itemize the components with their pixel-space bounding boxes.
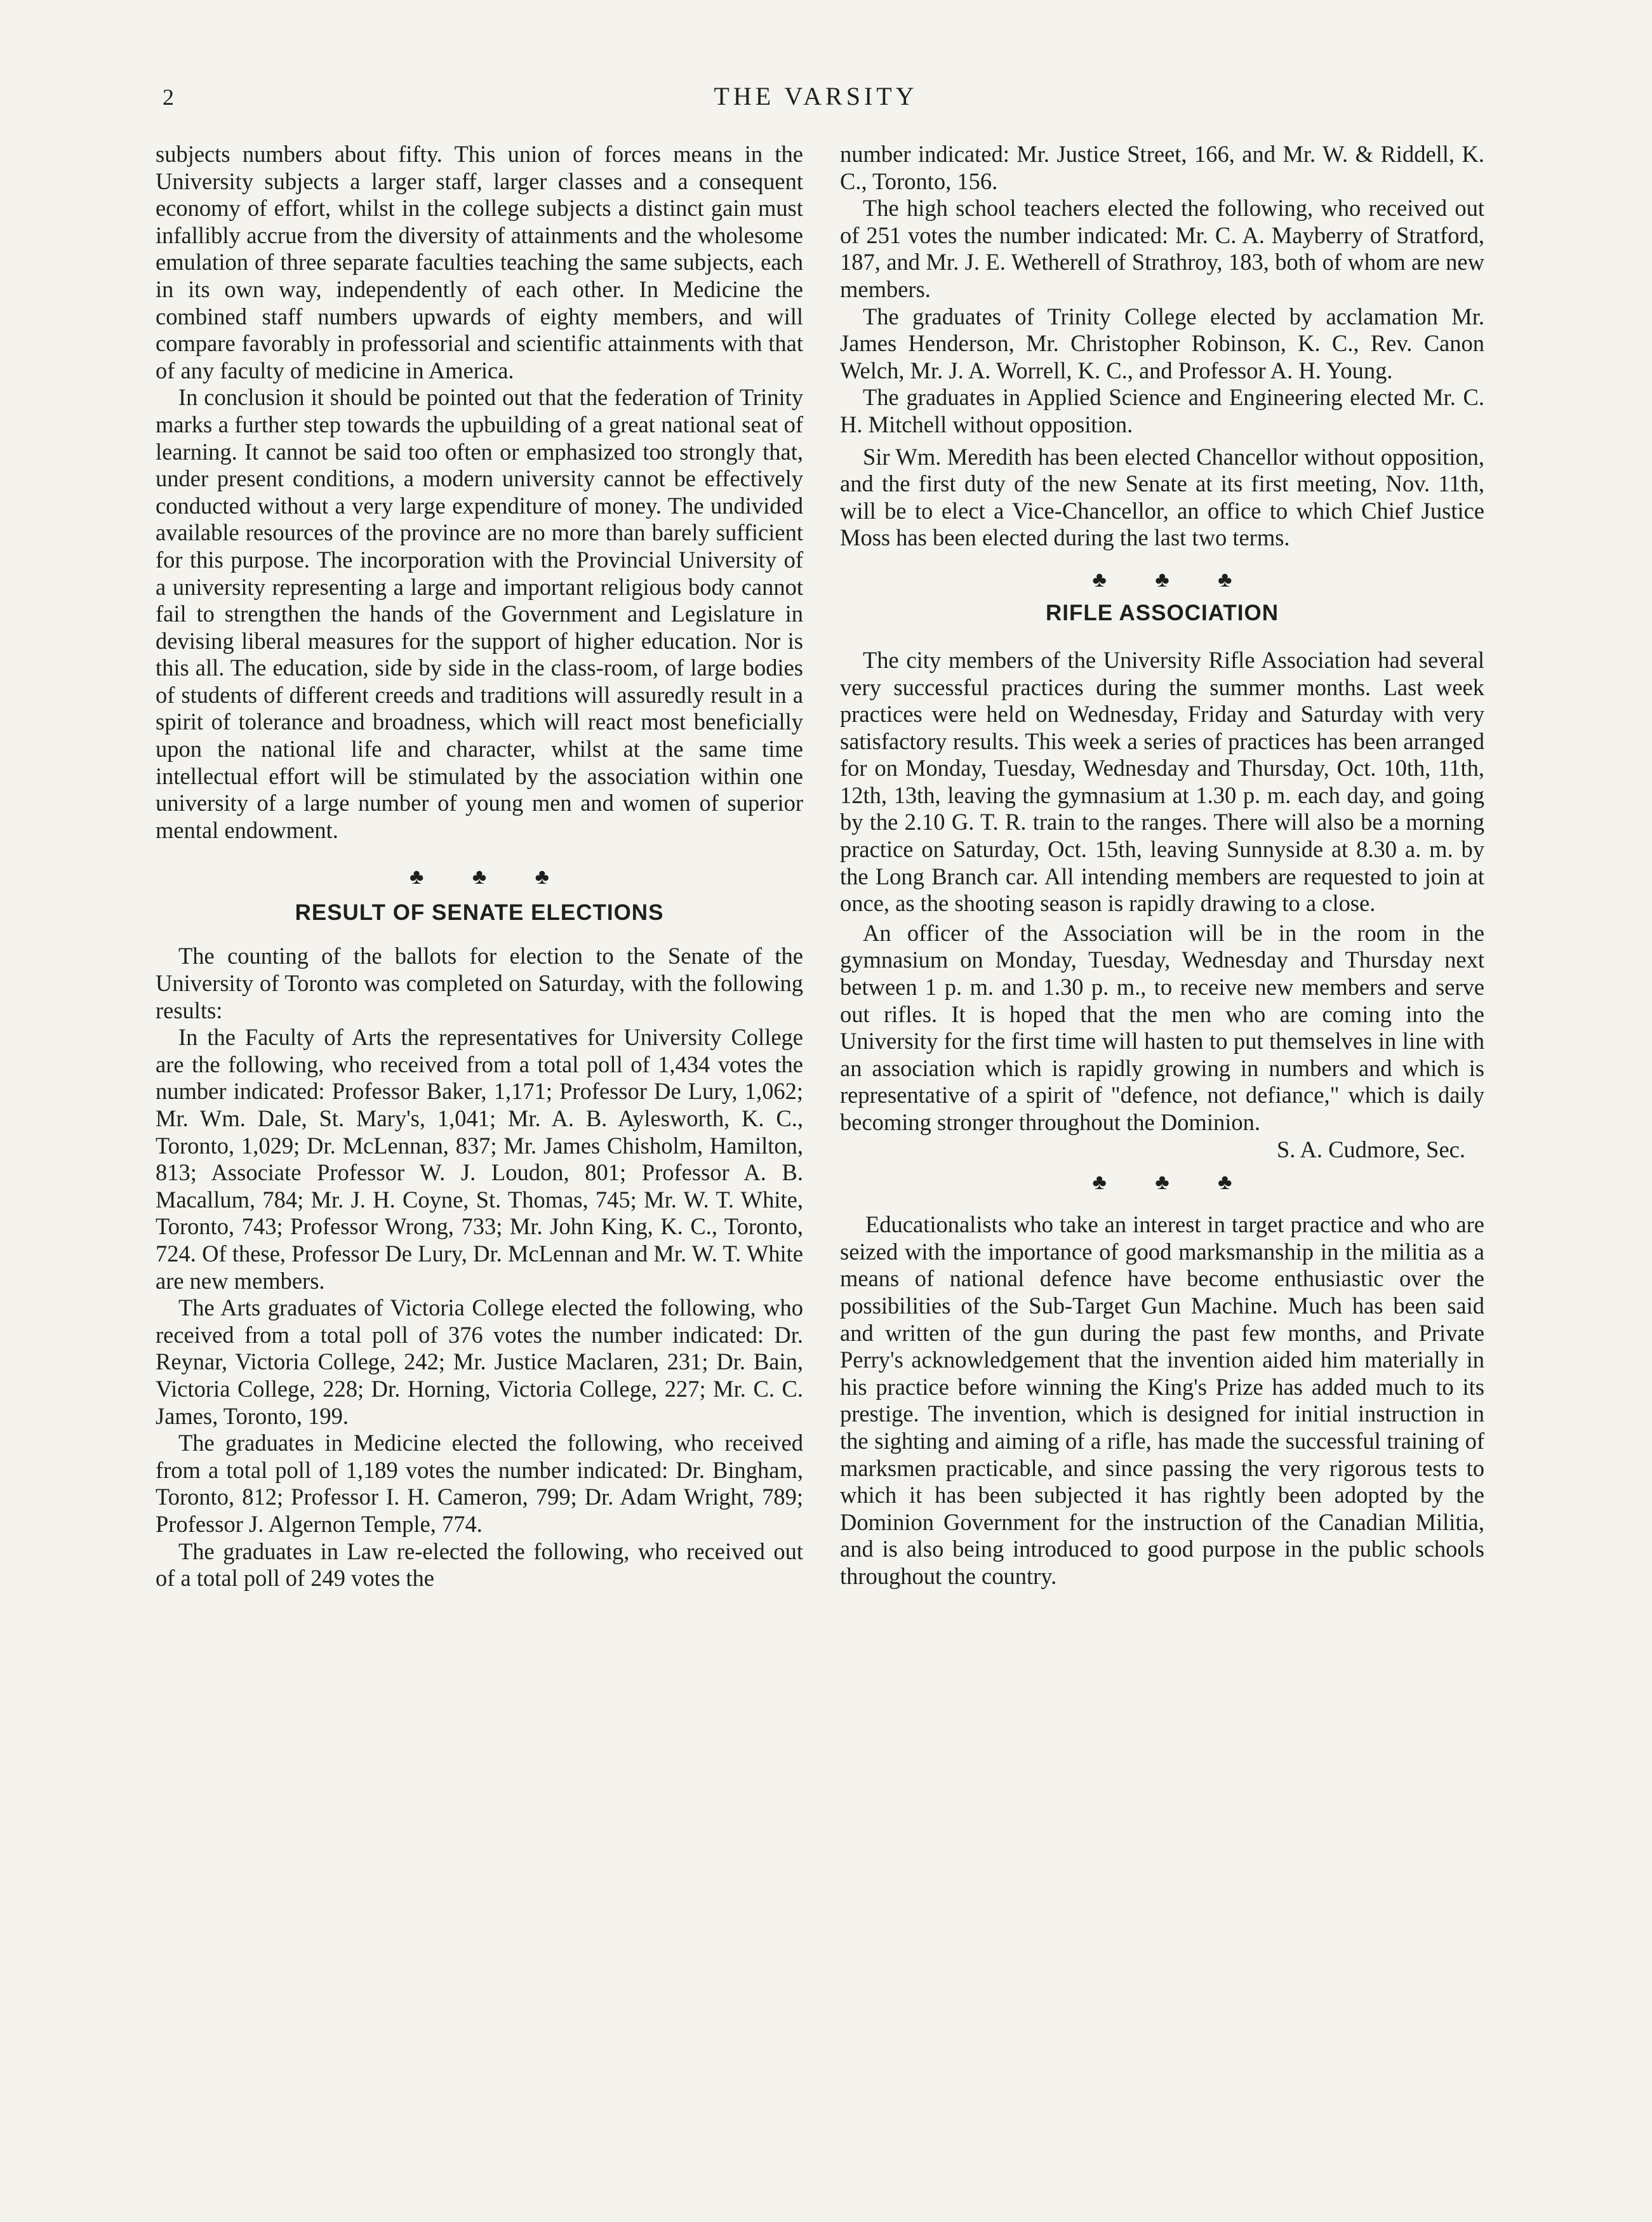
paragraph: The high school teachers elected the following, who received out of 251 votes the number indicated: Mr. C. A. Mayberry of Stratford, 187, and Mr. J. E. Wetherell of Strathroy, 183, both of whom are new members. — [840, 195, 1484, 302]
paragraph: An officer of the Association will be in the room in the gymnasium on Monday, Tuesday, Wednesday and Thursday next between 1 p. m. and 1.30 p. m., to receive new members and serve out rifles. It is hoped that the men who are coming into the University for the first time will hasten to put themselves in line with an association which is rapidly growing in numbers and which is representative of a spirit of "defence, not defiance," which is daily becoming stronger throughout the Dominion. — [840, 919, 1484, 1135]
paragraph: Educationalists who take an interest in target practice and who are seized with the importance of good marksmanship in the militia as a means of national defence have become enthusiastic over the possibilities of the Sub-Target Gun Machine. Much has been said and written of the gun during the past few months, and Private Perry's acknowledgement that the invention aided him materially in his practice before winning the King's Prize has added much to its prestige. The invention, which is designed for initial instruction in the sighting and aiming of a rifle, has made the successful training of marksmen practicable, and since passing the very rigorous tests to which it has been subjected it has rightly been adopted by the Dominion Government for the instruction of the Canadian Militia, and is also being introduced to good purpose in the public schools throughout the country. — [840, 1211, 1484, 1589]
paragraph: The graduates in Applied Science and Engineering elected Mr. C. H. Mitchell without opposition. — [840, 384, 1484, 437]
paragraph: subjects numbers about fifty. This union of forces means in the University subjects a larger staff, larger classes and a consequent economy of effort, whilst in the college subjects a distinct gain must infallibly accrue from the diversity of attainments and the wholesome emulation of three separate faculties teaching the same subjects, each in its own way, independently of each other. In Medicine the combined staff numbers upwards of eighty members, and will compare favorably in professorial and scientific attainments with that of any faculty of medicine in America. — [156, 141, 803, 383]
paragraph: The graduates in Law re-elected the following, who received out of a total poll of 249 votes the — [156, 1538, 803, 1592]
paragraph: number indicated: Mr. Justice Street, 166, and Mr. W. & Riddell, K. C., Toronto, 156. — [840, 141, 1484, 194]
paragraph: The city members of the University Rifle Association had several very successful practices during the summer months. Last week practices were held on Wednesday, Friday and Saturday with very satisfactory results. This week a series of practices has been arranged for on Monday, Tuesday, Wednesday and Thursday, Oct. 10th, 11th, 12th, 13th, leaving the gymnasium at 1.30 p. m. each day, and going by the 2.10 G. T. R. train to the ranges. There will also be a morning practice on Saturday, Oct. 15th, leaving Sunnyside at 8.30 a. m. by the Long Branch car. All intending members are requested to join at once, as the shooting season is rapidly drawing to a close. — [840, 646, 1484, 917]
paragraph: The counting of the ballots for election to the Senate of the University of Toronto was completed on Saturday, with the following results: — [156, 943, 803, 1023]
paragraph: In conclusion it should be pointed out that the federation of Trinity marks a further step towards the upbuilding of a great national seat of learning. It cannot be said too often or emphasized too strongly that, under present conditions, a modern university cannot be effectively conducted without a very large expenditure of money. The undivided available resources of the province are no more than barely sufficient for this purpose. The incorporation with the Provincial University of a university representing a large and important religious body cannot fail to strengthen the hands of the Government and Legislature in devising liberal measures for the support of higher education. Nor is this all. The education, side by side in the class-room, of large bodies of students of different creeds and traditions will assuredly result in a spirit of tolerance and broadness, which will react most beneficially upon the national life and character, whilst at the same time intellectual effort will be stimulated by the association within one university of a large number of young men and women of superior mental endowment. — [156, 384, 803, 843]
signature: S. A. Cudmore, Sec. — [1276, 1136, 1465, 1162]
paragraph: In the Faculty of Arts the representatives for University College are the following, who received from a total poll of 1,434 votes the number indicated: Professor Baker, 1,171; Professor De Lury, 1,062; Mr. Wm. Dale, St. Mary's, 1,041; Mr. A. B. Aylesworth, K. C., Toronto, 1,029; Dr. McLennan, 837; Mr. James Chisholm, Hamilton, 813; Associate Professor W. J. Loudon, 801; Professor A. B. Macallum, 784; Mr. J. H. Coyne, St. Thomas, 745; Mr. W. T. White, Toronto, 743; Professor Wrong, 733; Mr. John King, K. C., Toronto, 724. Of these, Professor De Lury, Dr. McLennan and Mr. W. T. White are new members. — [156, 1024, 803, 1294]
paragraph: Sir Wm. Meredith has been elected Chancellor without opposition, and the first duty of the new Senate at its first meeting, Nov. 11th, will be to elect a Vice-Chancellor, an office to which Chief Justice Moss has been elected during the last two terms. — [840, 443, 1484, 551]
page-header — [146, 81, 1486, 119]
section-ornament: ♣ ♣ ♣ — [410, 865, 571, 889]
section-ornament: ♣ ♣ ♣ — [1092, 1171, 1254, 1195]
section-ornament: ♣ ♣ ♣ — [1092, 568, 1254, 592]
running-title: THE VARSITY — [714, 82, 918, 110]
page-number: 2 — [163, 84, 174, 110]
paragraph: The graduates of Trinity College elected by acclamation Mr. James Henderson, Mr. Christopher Robinson, K. C., Rev. Canon Welch, Mr. J. A. Worrell, K. C., and Professor A. H. Young. — [840, 303, 1484, 383]
section-heading-senate: RESULT OF SENATE ELECTIONS — [295, 900, 664, 926]
section-heading-rifle: RIFLE ASSOCIATION — [1046, 600, 1279, 625]
paragraph: The graduates in Medicine elected the following, who received from a total poll of 1,189 votes the number indicated: Dr. Bingham, Toronto, 812; Professor I. H. Cameron, 799; Dr. Adam Wright, 789; Professor J. Algernon Temple, 774. — [156, 1430, 803, 1537]
right-column — [840, 141, 1484, 1590]
left-column — [156, 141, 803, 1592]
paragraph: The Arts graduates of Victoria College elected the following, who received from a total poll of 376 votes the number indicated: Dr. Reynar, Victoria College, 242; Mr. Justice Maclaren, 231; Dr. Bain, Victoria College, 228; Dr. Horning, Victoria College, 227; Mr. C. C. James, Toronto, 199. — [156, 1294, 803, 1429]
